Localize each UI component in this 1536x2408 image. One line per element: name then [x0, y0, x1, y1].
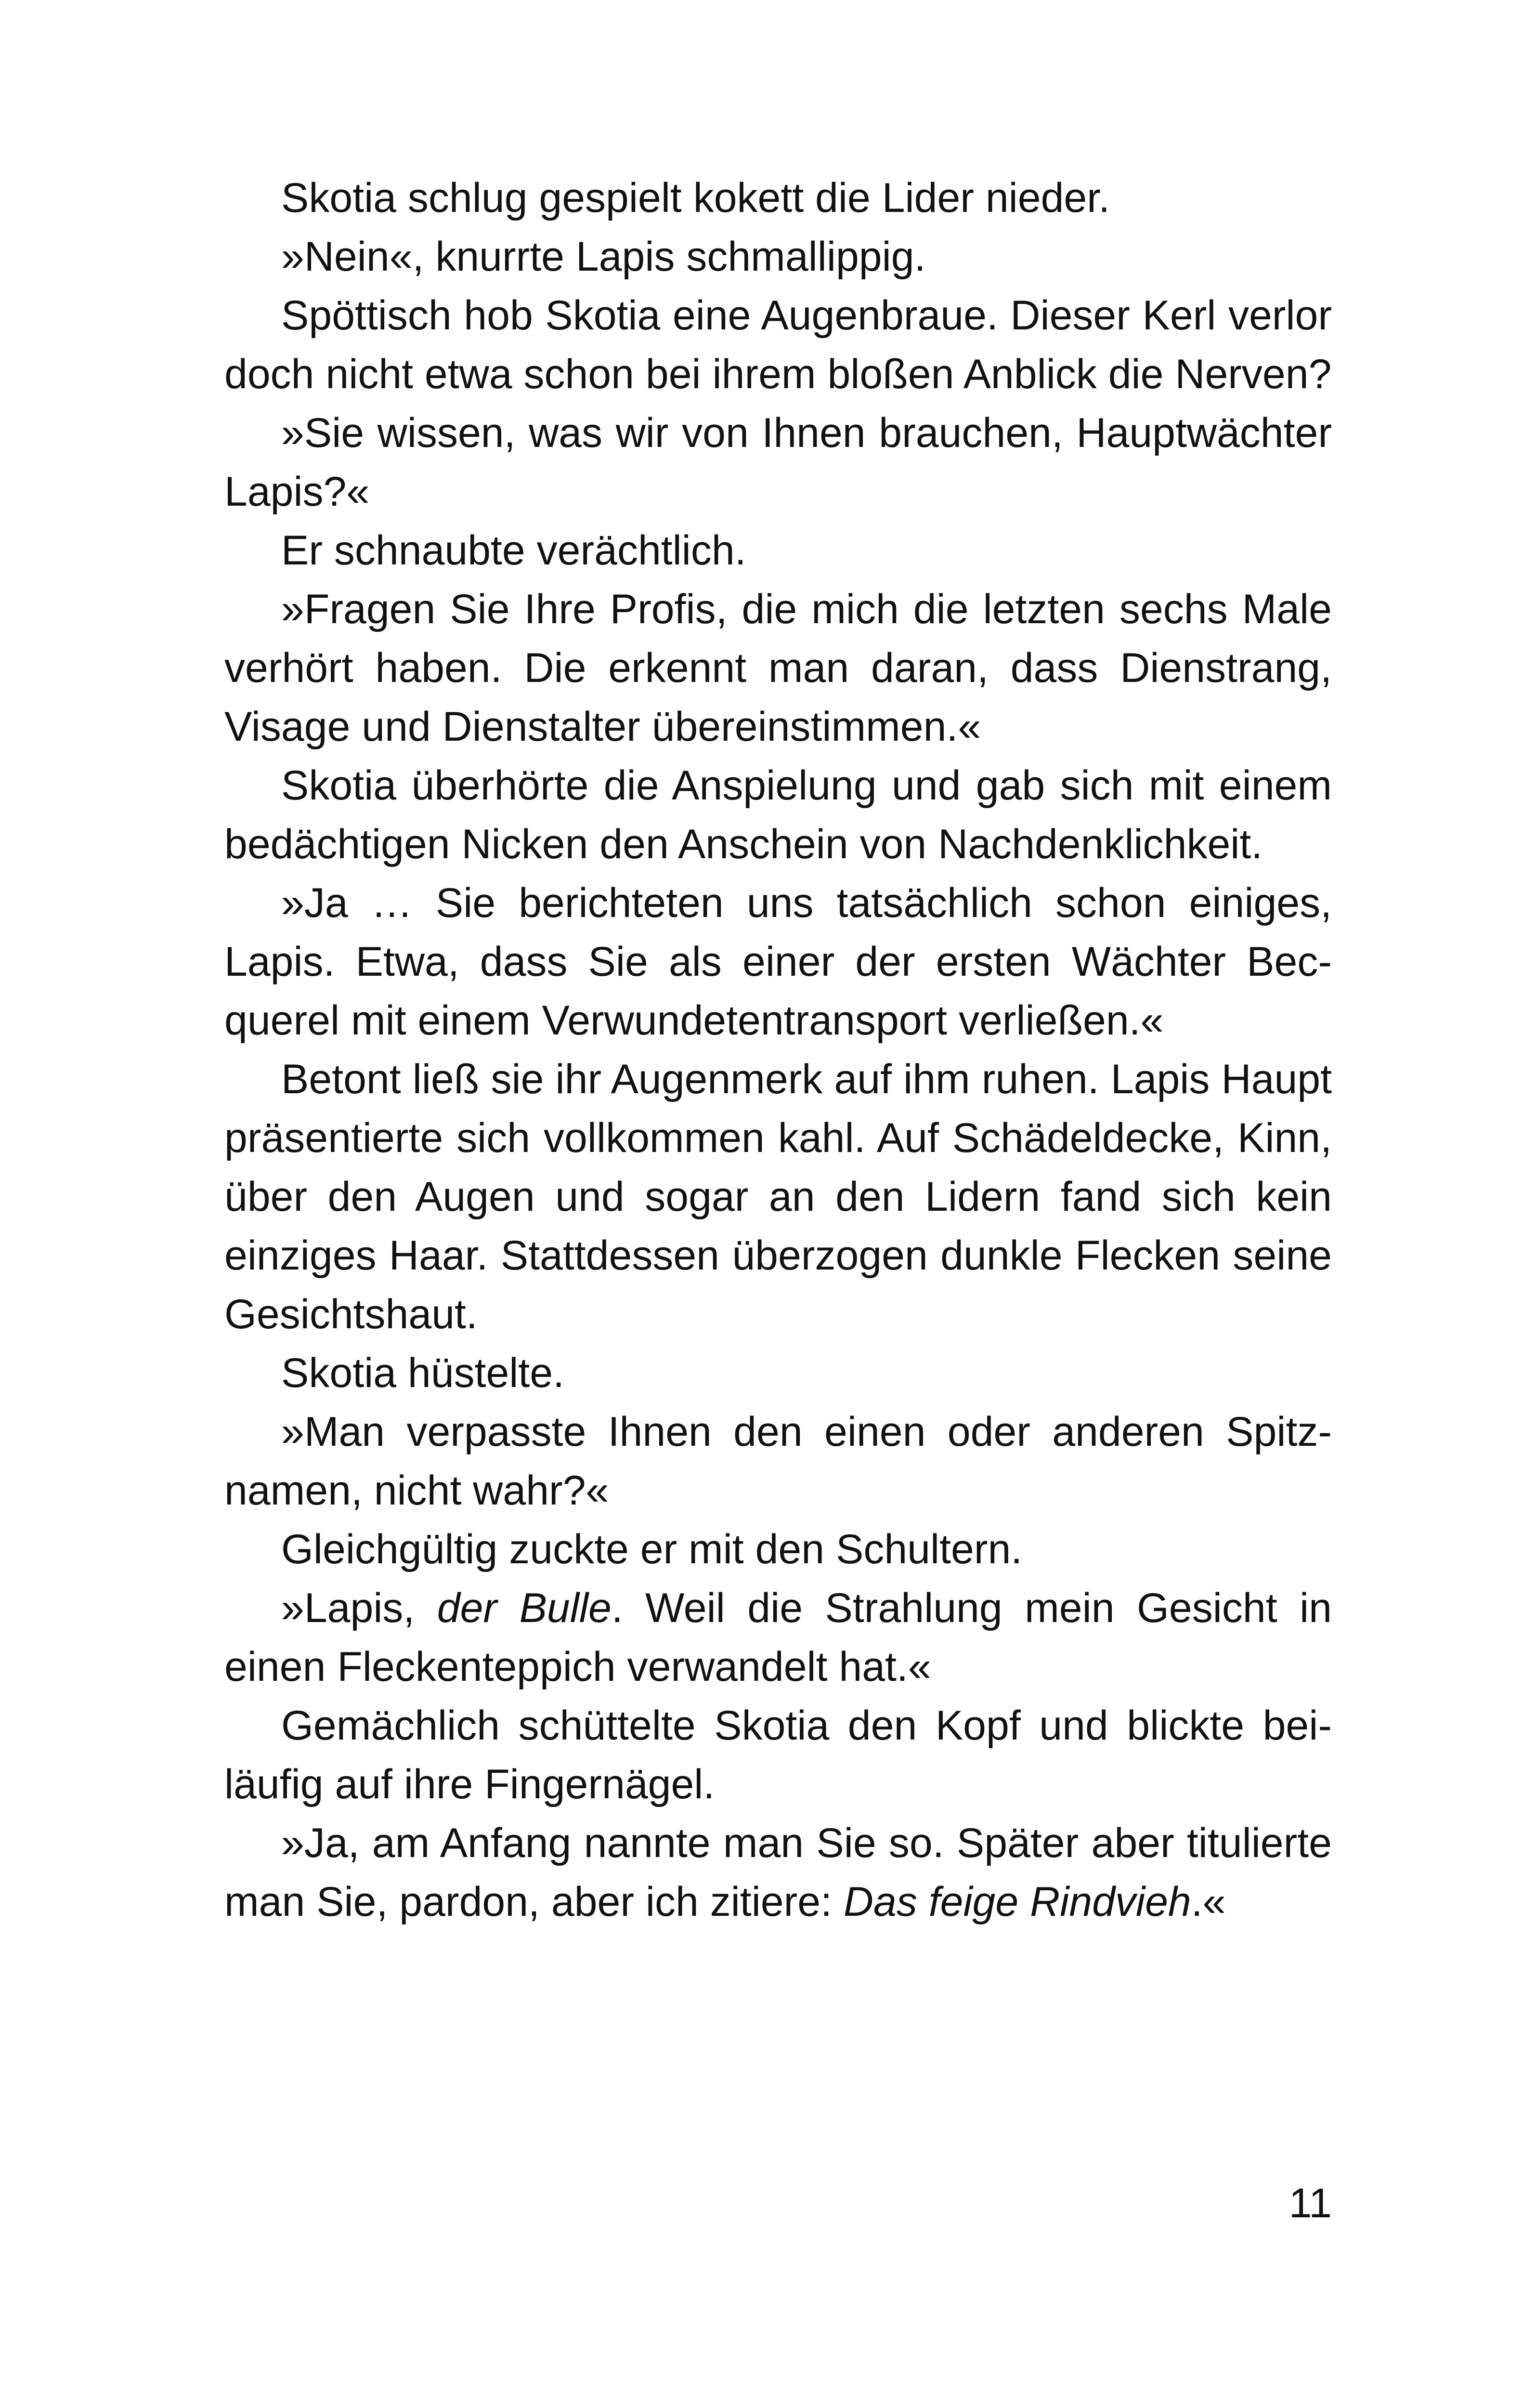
paragraph [224, 169, 1332, 227]
paragraph [224, 1520, 1332, 1579]
text-segment: Er schnaubte verächtlich. [281, 527, 746, 574]
text-segment: Skotia hüstelte. [281, 1350, 565, 1396]
text-segment: Spöttisch hob Skotia eine Augenbraue. Dieser Kerl verlor doch nicht etwa schon bei ihrem bloßen Anblick die Nerven? [224, 292, 1332, 397]
paragraph [224, 404, 1332, 521]
text-segment: Skotia überhörte die Anspielung und gab sich mit einem bedächtigen Nicken den Anschein von Nachdenklichkeit. [224, 762, 1332, 867]
italic-text: der Bulle [437, 1585, 612, 1631]
paragraph [224, 1050, 1332, 1344]
italic-text: Das feige Rindvieh [843, 1879, 1191, 1925]
text-segment: »Ja … Sie berichteten uns tatsächlich schon einiges, Lapis. Etwa, dass Sie als einer der ersten Wächter Becquerel mit einem Verwundetentransport verließen.« [224, 880, 1332, 1044]
text-segment: .« [1191, 1879, 1226, 1925]
paragraph [224, 1579, 1332, 1696]
text-segment: »Ja, am Anfang nannte man Sie so. Später aber titulierte man Sie, pardon, aber ich zitiere: [224, 1820, 1332, 1925]
text-segment: »Fragen Sie Ihre Profis, die mich die letzten sechs Male verhört haben. Die erkennt man daran, dass Dienstrang, Visage und Dienstalter übereinstimmen.« [224, 586, 1332, 750]
paragraph [224, 286, 1332, 404]
text-segment: »Sie wissen, was wir von Ihnen brauchen, Hauptwächter Lapis?« [224, 410, 1332, 515]
paragraph [224, 227, 1332, 286]
page-number: 11 [1289, 2180, 1332, 2226]
paragraph [224, 1344, 1332, 1402]
paragraph [224, 1814, 1332, 1931]
paragraph [224, 1402, 1332, 1520]
text-segment: Gleichgültig zuckte er mit den Schultern. [281, 1526, 1023, 1572]
paragraph [224, 580, 1332, 756]
paragraph [224, 874, 1332, 1050]
text-segment: Betont ließ sie ihr Augenmerk auf ihm ruhen. Lapis Haupt präsentierte sich vollkommen kahl. Auf Schädeldecke, Kinn, über den Augen und sogar an den Lidern fand sich kein einziges Haar. Stattdessen überzogen dunkle Flecken seine Gesichtshaut. [224, 1056, 1332, 1337]
paragraph [224, 521, 1332, 580]
text-segment: Skotia schlug gespielt kokett die Lider nieder. [281, 175, 1110, 221]
text-segment: . Weil die Strahlung mein Gesicht in einen Fleckenteppich verwandelt hat.« [224, 1585, 1332, 1690]
body-text [224, 169, 1332, 1931]
text-segment: »Man verpasste Ihnen den einen oder anderen Spitznamen, nicht wahr?« [224, 1409, 1332, 1514]
paragraph [224, 756, 1332, 874]
paragraph [224, 1696, 1332, 1814]
text-segment: Gemächlich schüttelte Skotia den Kopf und blickte beiläufig auf ihre Fingernägel. [224, 1702, 1332, 1807]
text-segment: »Nein«, knurrte Lapis schmallippig. [281, 234, 926, 280]
text-segment: »Lapis, [281, 1585, 437, 1631]
